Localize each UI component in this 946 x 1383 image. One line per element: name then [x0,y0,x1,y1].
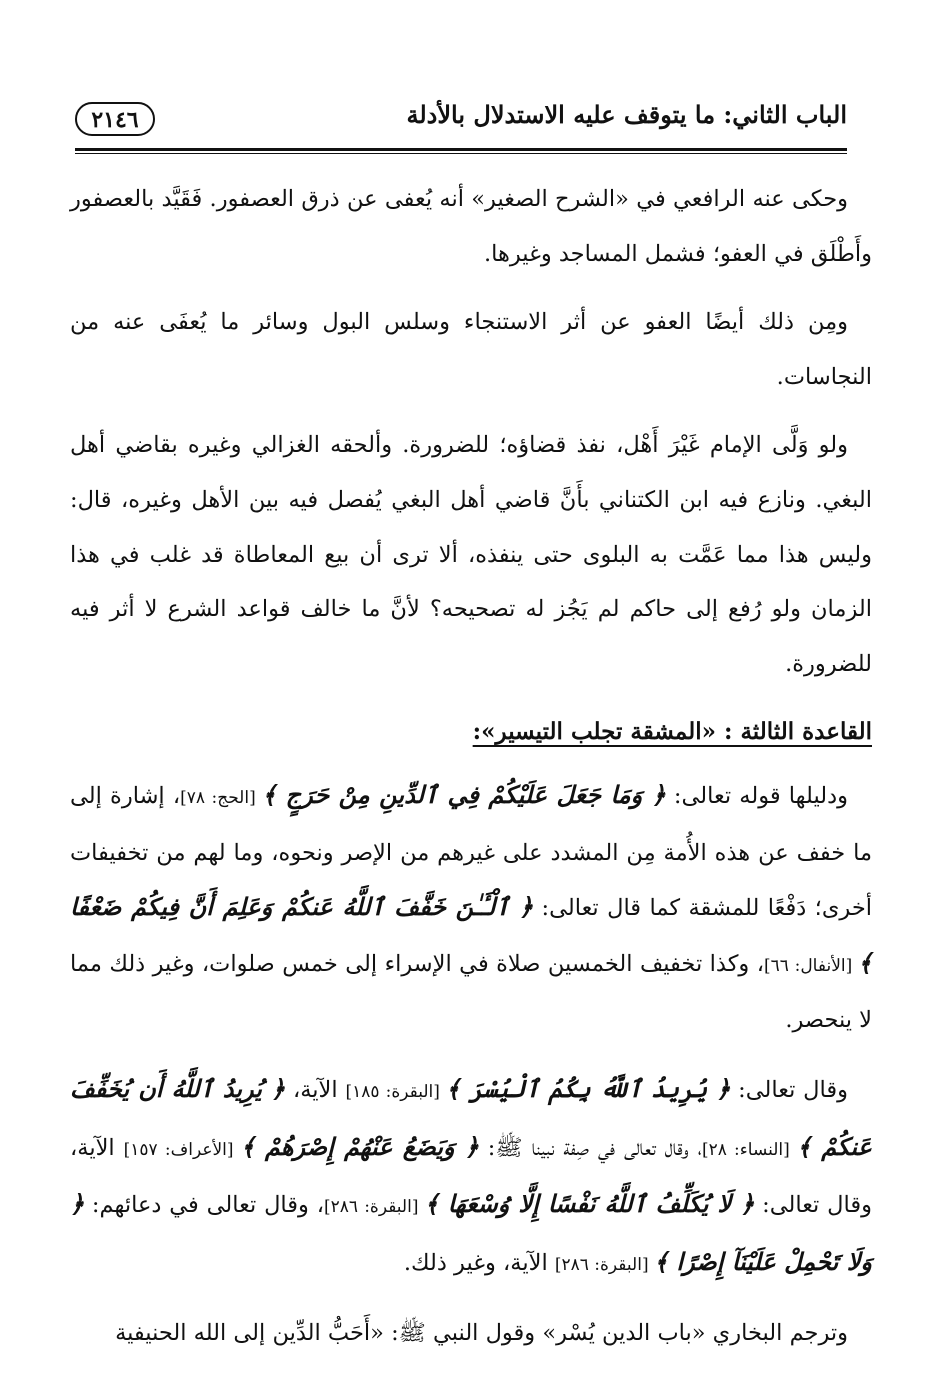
text-segment: وحكى عنه الرافعي في «الشرح الصغير» أنه يُعفى عن ذرق العصفور. فَقَيَّد بالعصفور وأَطْلَق في العفو؛ فشمل المساجد وغيرها. [70,186,872,267]
quran-verse: ﴿ ٱلْـَٔـٰنَ خَفَّفَ ٱللَّهُ عَنكُمْ وَعَلِمَ أَنَّ فِيكُمْ ضَعْفًا ﴾ [70,892,872,977]
text-segment: ولو وَلَّى الإمام غَيْرَ أَهْل، نفذ قضاؤه؛ للضرورة. وألحقه الغزالي وغيره بقاضي أهل البغي. ونازع فيه ابن الكتناني بأَنَّ قاضي أهل البغي يُفصل فيه بين الأهل وغيره، قال: وليس هذا مما عَمَّت به البلوى حتى ينفذه، ألا ترى أن بيع المعاطاة قد غلب في هذا الزمان ولو رُفع إلى حاكم لم يَجُز له تصحيحه؟ لأنَّ ما خالف قواعد الشرع لا أثر فيه للضرورة. [70,432,872,677]
rule-heading-text: القاعدة الثالثة : «المشقة تجلب التيسير»: [472,718,872,746]
text-segment: وقال تعالى: [730,1076,849,1103]
verse-reference: [البقرة: ١٨٥] [345,1081,447,1102]
text-segment: الآية، [285,1076,346,1103]
main-text [70,172,872,1375]
quran-verse: ﴿ وَيَضَعُ عَنْهُمْ إِصْرَهُمْ ﴾ [240,1131,479,1161]
text-segment: وترجم البخاري «باب الدين يُسْر» وقول النبي ﷺ: «أَحَبُّ الدِّين إلى الله الحنيفية [115,1320,848,1347]
header-rule-thick [75,148,847,151]
text-segment: ، وقال تعالى في دعائهم: [84,1192,325,1219]
quran-verse: ﴿ يُرِيدُ ٱللَّهُ بِكُمُ ٱلْيُسْرَ ﴾ [446,1073,731,1103]
page-header [75,94,847,146]
text-segment: الآية، وغير ذلك. [403,1249,555,1276]
chapter-title: الباب الثاني: ما يتوقف عليه الاستدلال بالأدلة [406,100,847,129]
paragraph [70,1306,872,1361]
quran-verse: ﴿ يُرِيدُ ٱللَّهُ أَن يُخَفِّفَ عَنكُمْ ﴾ [70,1073,872,1161]
verse-reference: [النساء: ٢٨] [701,1139,797,1160]
quran-verse: ﴿ وَمَا جَعَلَ عَلَيْكُمْ فِي ٱلدِّينِ مِنْ حَرَجٍ ﴾ [262,779,666,809]
text-segment: ، وقال تعالى في صِفة نبينا ﷺ: [478,1134,702,1161]
page-number: ٢١٤٦ [75,102,155,136]
text-segment: ، وكذا تخفيف الخمسين صلاة في الإسراء إلى خمس صلوات، وغير ذلك مما لا ينحصر. [70,950,872,1034]
text-segment: ودليلها قوله تعالى: [665,782,848,809]
paragraph [70,172,872,281]
verse-reference: [الحج: ٧٨] [180,787,263,808]
paragraph [70,1062,872,1292]
text-segment: ، إشارة إلى ما خفف عن هذه الأُمة مِن المشدد على غيرهم من الإصر ونحوه، وما لهم من تخفيفات أخرى؛ دَفْعًا للمشقة كما قال تعالى: [70,782,873,922]
verse-reference: [الأنفال: ٦٦] [764,955,858,976]
verse-reference: [الأعراف: ١٥٧] [123,1139,241,1160]
rule-heading [70,705,872,760]
quran-verse: ﴿ وَلَا تَحْمِلْ عَلَيْنَآ إِصْرًا ﴾ [70,1189,872,1276]
paragraph [70,418,872,691]
text-segment: الآية، وقال تعالى: [70,1134,872,1219]
verse-reference: [البقرة: ٢٨٦] [324,1197,425,1218]
paragraph [70,295,872,404]
paragraph [70,768,872,1048]
text-segment: ومِن ذلك أيضًا العفو عن أثر الاستنجاء وسلس البول وسائر ما يُعفَى عنه من النجاسات. [70,309,872,390]
quran-verse: ﴿ لَا يُكَلِّفُ ٱللَّهُ نَفْسًا إِلَّا وُسْعَهَا ﴾ [424,1189,755,1219]
verse-reference: [البقرة: ٢٨٦] [554,1254,654,1275]
header-rule-thin [75,153,847,154]
